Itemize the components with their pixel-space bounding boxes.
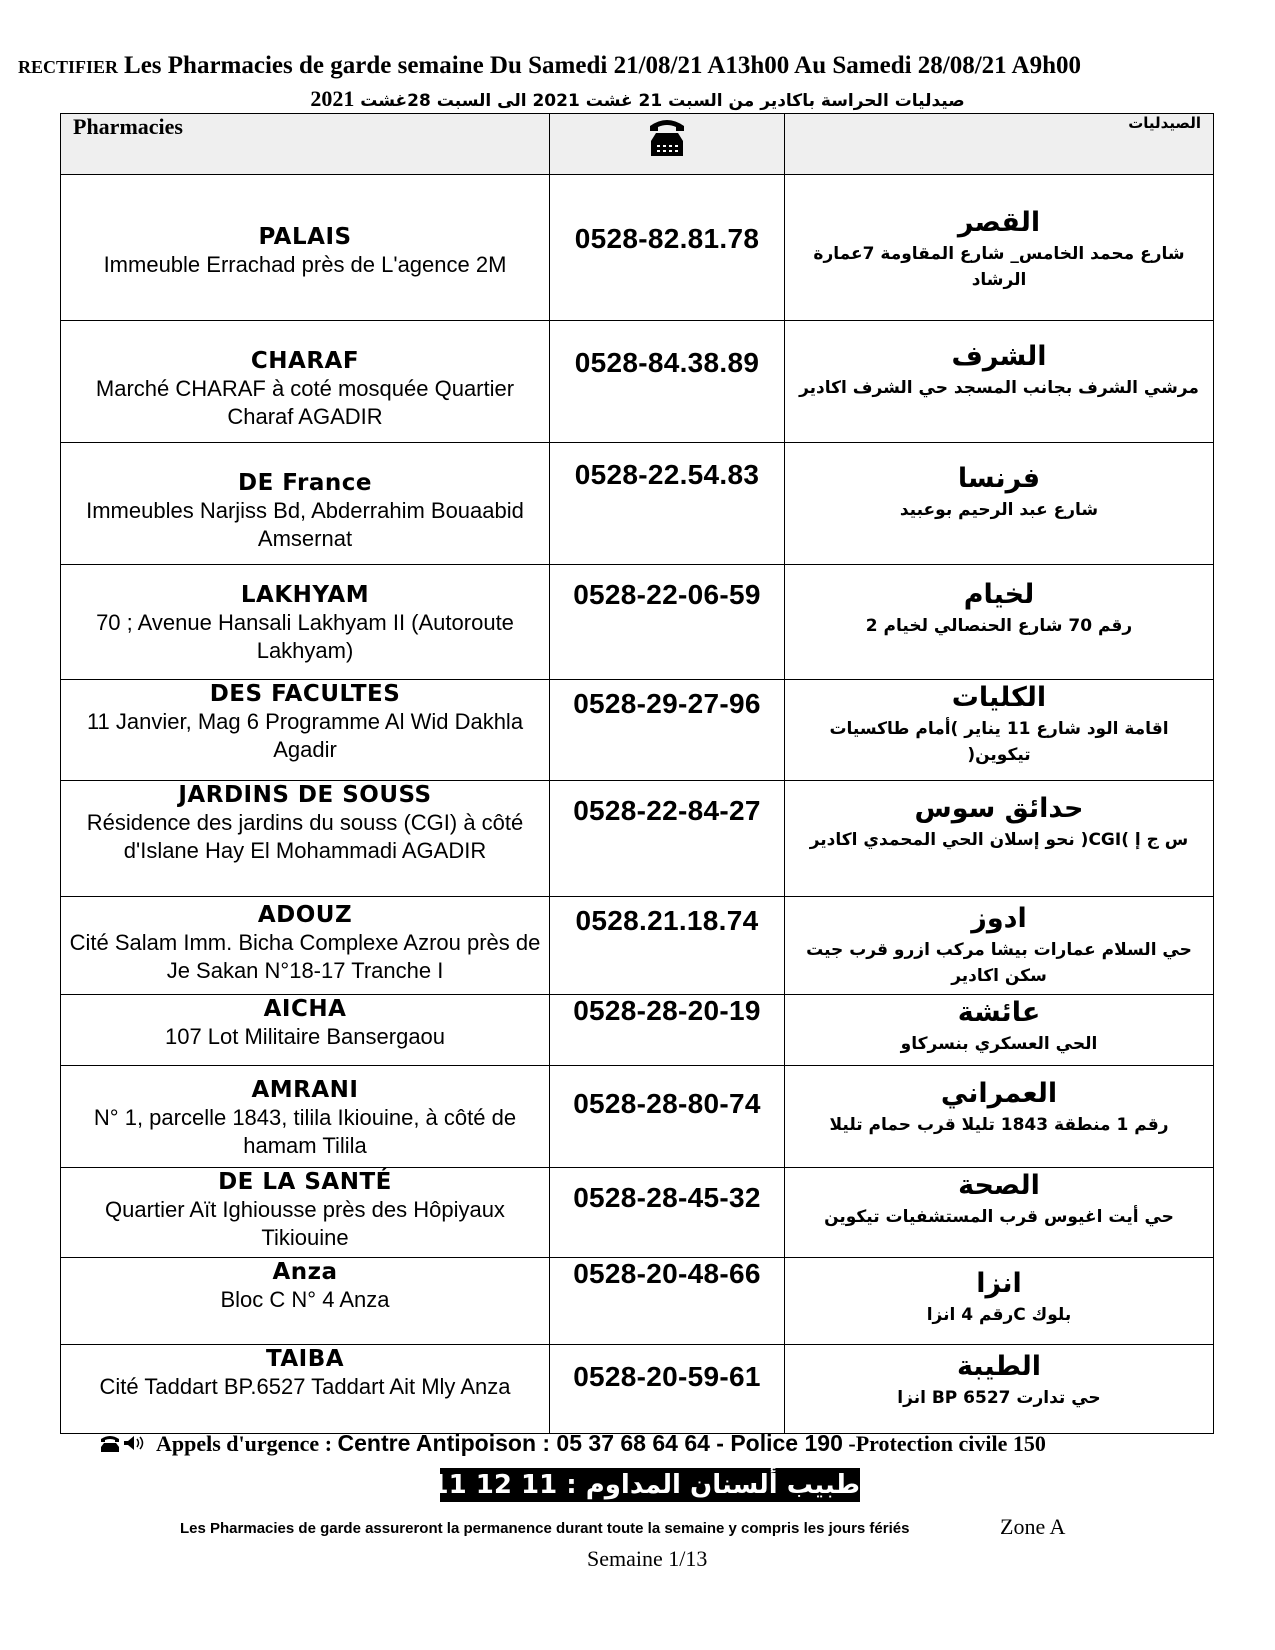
pharmacy-name: AICHA: [263, 996, 347, 1022]
pharmacy-name-ar: لخيام: [963, 579, 1035, 610]
pharmacy-phone: 0528-29-27-96: [573, 688, 761, 719]
pharmacy-address: Résidence des jardins du souss (CGI) à côté d'Islane Hay El Mohammadi AGADIR: [86, 810, 524, 863]
subtitle-year: 2021: [310, 86, 355, 111]
pharmacy-address: Bloc C N° 4 Anza: [220, 1287, 390, 1312]
table-header: [61, 114, 1214, 175]
week-label: Semaine 1/13: [587, 1546, 708, 1571]
table-row: [61, 1066, 1214, 1168]
table-row: [61, 1345, 1214, 1434]
pharmacy-phone-cell: [550, 175, 785, 321]
urgence-label: Appels d'urgence: [156, 1431, 320, 1456]
antipoison-text: Centre Antipoison : 05 37 68 64 64 - Police 190: [337, 1430, 843, 1456]
pharmacy-address-ar: حي تدارت BP 6527 انزا: [897, 1388, 1101, 1408]
pharmacy-phone-cell: [550, 1168, 785, 1258]
pharmacy-fr-cell: [61, 565, 550, 680]
pharmacy-ar-cell: [785, 175, 1214, 321]
page-title: [0, 52, 1275, 80]
pharmacy-phone-cell: [550, 897, 785, 995]
pharmacy-fr-cell: [61, 680, 550, 781]
table-row: [61, 1168, 1214, 1258]
pharmacy-ar-cell: [785, 781, 1214, 897]
pharmacy-phone-cell: [550, 565, 785, 680]
pharmacy-phone: 0528-22.54.83: [574, 459, 760, 490]
pharmacy-phone: 0528-28-80-74: [573, 1088, 761, 1119]
pharmacy-ar-cell: [785, 443, 1214, 565]
pharmacy-name: TAIBA: [265, 1346, 345, 1372]
pharmacy-fr-cell: [61, 1066, 550, 1168]
pharmacy-name: JARDINS DE SOUSS: [178, 782, 432, 808]
pharmacy-address: Immeuble Errachad près de L'agence 2M: [103, 252, 507, 277]
pharmacy-address-ar: رقم 1 منطقة 1843 تليلا قرب حمام تليلا: [829, 1115, 1169, 1135]
pharmacy-phone-cell: [550, 443, 785, 565]
pharmacy-address: 11 Janvier, Mag 6 Programme Al Wid Dakhla Agadir: [86, 709, 524, 762]
pharmacy-address: 70 ; Avenue Hansali Lakhyam II (Autoroute Lakhyam): [96, 610, 514, 663]
pharmacy-phone: 0528-22-84-27: [573, 795, 761, 826]
table-row: [61, 443, 1214, 565]
pharmacy-address: Cité Salam Imm. Bicha Complexe Azrou près de Je Sakan N°18-17 Tranche I: [69, 930, 541, 983]
header-pharmacies: Pharmacies: [61, 114, 550, 175]
pharmacy-name-ar: القصر: [957, 207, 1041, 238]
pharmacy-name: Anza: [272, 1259, 338, 1285]
pharmacy-ar-cell: [785, 1345, 1214, 1434]
zone-label: Zone A: [1000, 1514, 1066, 1539]
pharmacy-phone-cell: [550, 1258, 785, 1345]
pharmacy-phone: 0528-28-45-32: [573, 1182, 761, 1213]
table-row: [61, 175, 1214, 321]
pharmacy-address-ar: شارع عبد الرحيم بوعبيد: [899, 500, 1099, 520]
pharmacy-phone-cell: [550, 995, 785, 1066]
pharmacy-name: LAKHYAM: [240, 582, 370, 608]
pharmacy-phone: 0528-20-48-66: [573, 1258, 761, 1289]
pharmacy-address-ar: بلوك Cرقم 4 انزا: [926, 1305, 1072, 1325]
protection-civile-text: -Protection civile 150: [842, 1431, 1046, 1456]
pharmacy-fr-cell: [61, 995, 550, 1066]
pharmacy-phone-cell: [550, 321, 785, 443]
header-pharmacies-ar: الصيدليات: [785, 114, 1214, 175]
title-text: Les Pharmacies de garde semaine Du Samedi 21/08/21 A13h00 Au Samedi 28/08/21 A9h00: [124, 52, 1082, 79]
pharmacy-name-ar: انزا: [976, 1268, 1022, 1299]
pharmacy-address: Marché CHARAF à coté mosquée Quartier Charaf AGADIR: [95, 376, 515, 429]
pharmacy-phone: 0528.21.18.74: [575, 905, 759, 936]
pharmacy-ar-cell: [785, 1258, 1214, 1345]
pharmacy-name-ar: حدائق سوس: [914, 793, 1084, 824]
table-row: [61, 897, 1214, 995]
phone-alert-icon: [100, 1433, 148, 1459]
pharmacy-name-ar: الكليات: [951, 682, 1047, 713]
telephone-icon: [647, 145, 687, 162]
pharmacy-address-ar: رقم 70 شارع الحنصالي لخيام 2: [865, 616, 1133, 636]
footnote: Les Pharmacies de garde assureront la permanence durant toute la semaine y compris les jours fériés: [180, 1520, 910, 1537]
pharmacy-name-ar: ادوز: [971, 903, 1027, 934]
pharmacy-ar-cell: [785, 897, 1214, 995]
pharmacy-name-ar: الطيبة: [956, 1351, 1042, 1382]
header-phone: [550, 114, 785, 175]
pharmacy-address-ar: حي السلام عمارات بيشا مركب ازرو قرب جيت سكن اكادير: [806, 940, 1192, 986]
pharmacy-ar-cell: [785, 680, 1214, 781]
pharmacy-name-ar: فرنسا: [957, 463, 1041, 494]
pharmacy-fr-cell: [61, 897, 550, 995]
pharmacy-address: Cité Taddart BP.6527 Taddart Ait Mly Anza: [99, 1374, 511, 1399]
pharmacy-name: CHARAF: [250, 348, 360, 374]
pharmacy-name: DES FACULTES: [209, 681, 401, 707]
pharmacy-address: Quartier Aït Ighiousse près des Hôpiyaux Tikiouine: [105, 1197, 505, 1250]
pharmacy-address: Immeubles Narjiss Bd, Abderrahim Bouaabid Amsernat: [86, 498, 524, 551]
pharmacy-ar-cell: [785, 995, 1214, 1066]
page-subtitle-ar: [0, 86, 1275, 112]
pharmacy-name: DE LA SANTÉ: [218, 1169, 392, 1195]
pharmacy-name-ar: عائشة: [957, 997, 1041, 1028]
pharmacy-phone: 0528-82.81.78: [574, 223, 760, 254]
emergency-line: [100, 1430, 1046, 1459]
pharmacy-fr-cell: [61, 321, 550, 443]
pharmacy-phone: 0528-84.38.89: [574, 347, 760, 378]
pharmacy-name-ar: الشرف: [951, 341, 1047, 372]
pharmacy-phone-cell: [550, 680, 785, 781]
pharmacy-phone-cell: [550, 1345, 785, 1434]
pharmacy-ar-cell: [785, 1066, 1214, 1168]
pharmacy-phone-cell: [550, 781, 785, 897]
table-row: [61, 321, 1214, 443]
pharmacies-table: [60, 113, 1214, 1434]
pharmacy-ar-cell: [785, 321, 1214, 443]
table-row: [61, 1258, 1214, 1345]
table-row: [61, 565, 1214, 680]
pharmacy-phone: 0528-28-20-19: [573, 995, 761, 1026]
pharmacy-name: PALAIS: [258, 224, 352, 250]
pharmacy-name: AMRANI: [251, 1077, 359, 1103]
table-row: [61, 995, 1214, 1066]
pharmacy-address-ar: اقامة الود شارع 11 يناير )أمام طاكسيات تيكوين(: [829, 719, 1169, 765]
pharmacy-fr-cell: [61, 1345, 550, 1434]
pharmacy-address: 107 Lot Militaire Bansergaou: [164, 1024, 446, 1049]
pharmacy-fr-cell: [61, 1168, 550, 1258]
pharmacy-fr-cell: [61, 175, 550, 321]
table-row: [61, 680, 1214, 781]
pharmacy-name-ar: الصحة: [958, 1170, 1040, 1201]
pharmacy-address: N° 1, parcelle 1843, tilila Ikiouine, à côté de hamam Tilila: [93, 1105, 517, 1158]
table-row: [61, 781, 1214, 897]
pharmacy-phone: 0528-20-59-61: [573, 1361, 761, 1392]
pharmacy-address-ar: الحي العسكري بنسركاو: [900, 1034, 1098, 1054]
pharmacy-address-ar: مرشي الشرف بجانب المسجد حي الشرف اكادير: [799, 378, 1199, 398]
urgence-colon: :: [319, 1431, 338, 1456]
pharmacy-fr-cell: [61, 1258, 550, 1345]
pharmacy-phone-cell: [550, 1066, 785, 1168]
pharmacy-name: ADOUZ: [257, 902, 353, 928]
dentist-banner: طبيب ألسنان المداوم : 11 12 11 08 06: [340, 1470, 860, 1500]
rectifier-label: RECTIFIER: [18, 57, 119, 77]
pharmacy-phone: 0528-22-06-59: [573, 579, 761, 610]
pharmacy-address-ar: س ج إ )CGI( نحو إسلان الحي المحمدي اكادير: [809, 830, 1189, 850]
pharmacy-address-ar: حي أيت اغيوس قرب المستشفيات تيكوين: [824, 1207, 1174, 1227]
subtitle-ar-text: صيدليات الحراسة باكادير من السبت 21 غشت 2021 الى السبت 28غشت: [360, 91, 965, 111]
pharmacy-name: DE France: [237, 470, 373, 496]
pharmacy-fr-cell: [61, 443, 550, 565]
pharmacy-name-ar: العمراني: [940, 1078, 1058, 1109]
pharmacy-fr-cell: [61, 781, 550, 897]
pharmacy-address-ar: شارع محمد الخامس_ شارع المقاومة 7عمارة الرشاد: [813, 244, 1185, 290]
pharmacy-ar-cell: [785, 565, 1214, 680]
pharmacy-ar-cell: [785, 1168, 1214, 1258]
